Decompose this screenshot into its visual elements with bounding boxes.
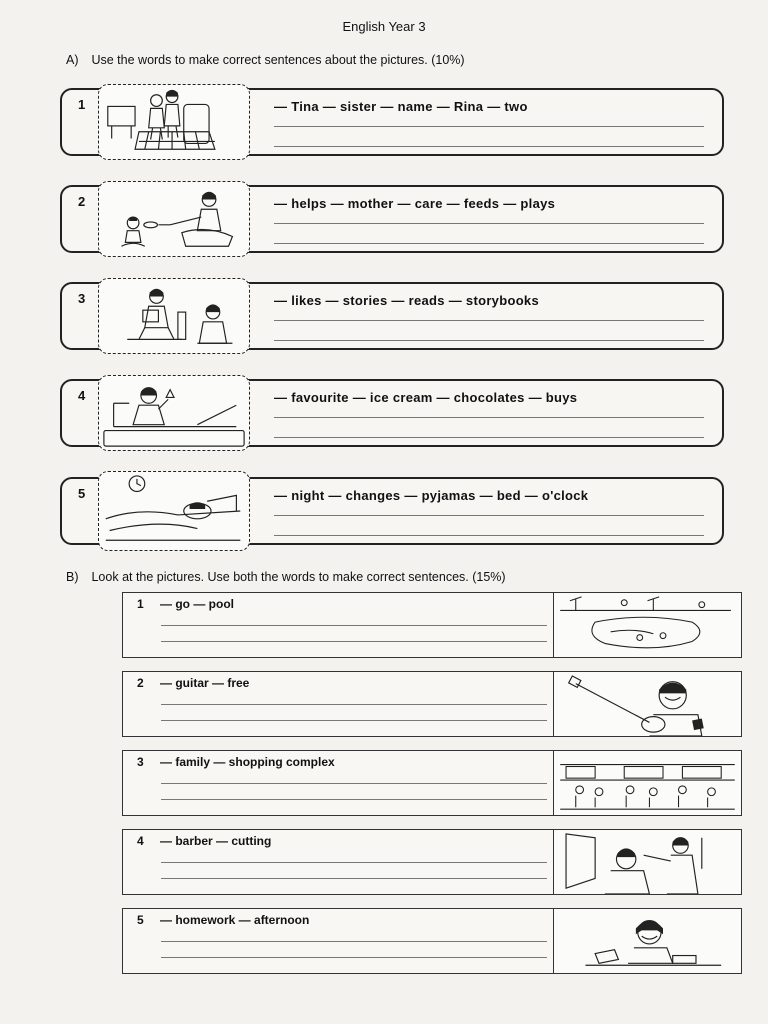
answer-box	[122, 750, 554, 816]
item-number: 4	[78, 388, 86, 403]
answer-line[interactable]	[161, 704, 547, 705]
word-prompt: — Tina — sister — name — Rina — two	[274, 99, 528, 114]
section-a-heading	[66, 53, 465, 67]
word-prompt: — go — pool	[160, 597, 234, 611]
word-prompt: — barber — cutting	[160, 834, 272, 848]
page-title: English Year 3	[342, 19, 426, 34]
item-number: 1	[78, 97, 86, 112]
word-prompt: — night — changes — pyjamas — bed — o'clock	[274, 488, 589, 503]
section-b-item-4	[122, 829, 742, 895]
answer-line[interactable]	[274, 243, 704, 244]
girl-reading-to-child-illustration	[98, 278, 250, 354]
item-number: 1	[137, 597, 144, 611]
answer-line[interactable]	[161, 878, 547, 879]
barber-cutting-hair-image	[554, 830, 741, 894]
answer-box	[122, 908, 554, 974]
answer-line[interactable]	[274, 146, 704, 147]
word-prompt: — favourite — ice cream — chocolates — buys	[274, 390, 578, 405]
word-prompt: — family — shopping complex	[160, 755, 335, 769]
girl-reading-to-child-image	[99, 279, 249, 353]
section-a-item-3	[60, 282, 724, 350]
section-b-item-5	[122, 908, 742, 974]
answer-line[interactable]	[274, 340, 704, 341]
swimming-pool-illustration	[554, 592, 742, 658]
answer-line[interactable]	[274, 320, 704, 321]
section-b-heading	[66, 570, 506, 584]
answer-line[interactable]	[274, 535, 704, 536]
answer-line[interactable]	[161, 799, 547, 800]
answer-line[interactable]	[274, 126, 704, 127]
section-a-item-4	[60, 379, 724, 447]
answer-line[interactable]	[161, 862, 547, 863]
word-prompt: — likes — stories — reads — storybooks	[274, 293, 539, 308]
answer-line[interactable]	[274, 437, 704, 438]
item-number: 2	[137, 676, 144, 690]
section-b-item-3	[122, 750, 742, 816]
barber-cutting-hair-illustration	[554, 829, 742, 895]
answer-line[interactable]	[274, 417, 704, 418]
answer-line[interactable]	[274, 223, 704, 224]
answer-box	[122, 592, 554, 658]
answer-line[interactable]	[161, 641, 547, 642]
item-number: 5	[78, 486, 86, 501]
shopping-complex-image	[554, 751, 741, 815]
child-sleeping-in-bed-image	[99, 472, 249, 550]
answer-line[interactable]	[161, 783, 547, 784]
child-sleeping-in-bed-illustration	[98, 471, 250, 551]
girl-doing-homework-image	[554, 909, 741, 973]
mother-feeding-child-illustration	[98, 181, 250, 257]
girls-on-sofa-illustration	[98, 84, 250, 160]
section-a-item-2	[60, 185, 724, 253]
section-b-item-1	[122, 592, 742, 658]
answer-line[interactable]	[161, 625, 547, 626]
girl-doing-homework-illustration	[554, 908, 742, 974]
shopping-complex-illustration	[554, 750, 742, 816]
item-number: 5	[137, 913, 144, 927]
section-b-item-2	[122, 671, 742, 737]
child-eating-ice-cream-image	[99, 376, 249, 450]
section-a-item-5	[60, 477, 724, 545]
item-number: 4	[137, 834, 144, 848]
section-b-instruction: Look at the pictures. Use both the words to make correct sentences. (15%)	[91, 570, 506, 584]
girls-on-sofa-image	[99, 85, 249, 159]
section-a-item-1	[60, 88, 724, 156]
answer-line[interactable]	[161, 957, 547, 958]
word-prompt: — helps — mother — care — feeds — plays	[274, 196, 556, 211]
answer-box	[122, 829, 554, 895]
item-number: 3	[78, 291, 86, 306]
word-prompt: — homework — afternoon	[160, 913, 310, 927]
swimming-pool-image	[554, 593, 741, 657]
section-a-letter: A)	[66, 53, 79, 67]
section-b-letter: B)	[66, 570, 79, 584]
boy-with-guitar-image	[554, 672, 741, 736]
answer-line[interactable]	[161, 941, 547, 942]
answer-box	[122, 671, 554, 737]
answer-line[interactable]	[161, 720, 547, 721]
child-eating-ice-cream-illustration	[98, 375, 250, 451]
item-number: 3	[137, 755, 144, 769]
item-number: 2	[78, 194, 86, 209]
mother-feeding-child-image	[99, 182, 249, 256]
word-prompt: — guitar — free	[160, 676, 250, 690]
section-a-instruction: Use the words to make correct sentences about the pictures. (10%)	[91, 53, 465, 67]
answer-line[interactable]	[274, 515, 704, 516]
boy-with-guitar-illustration	[554, 671, 742, 737]
